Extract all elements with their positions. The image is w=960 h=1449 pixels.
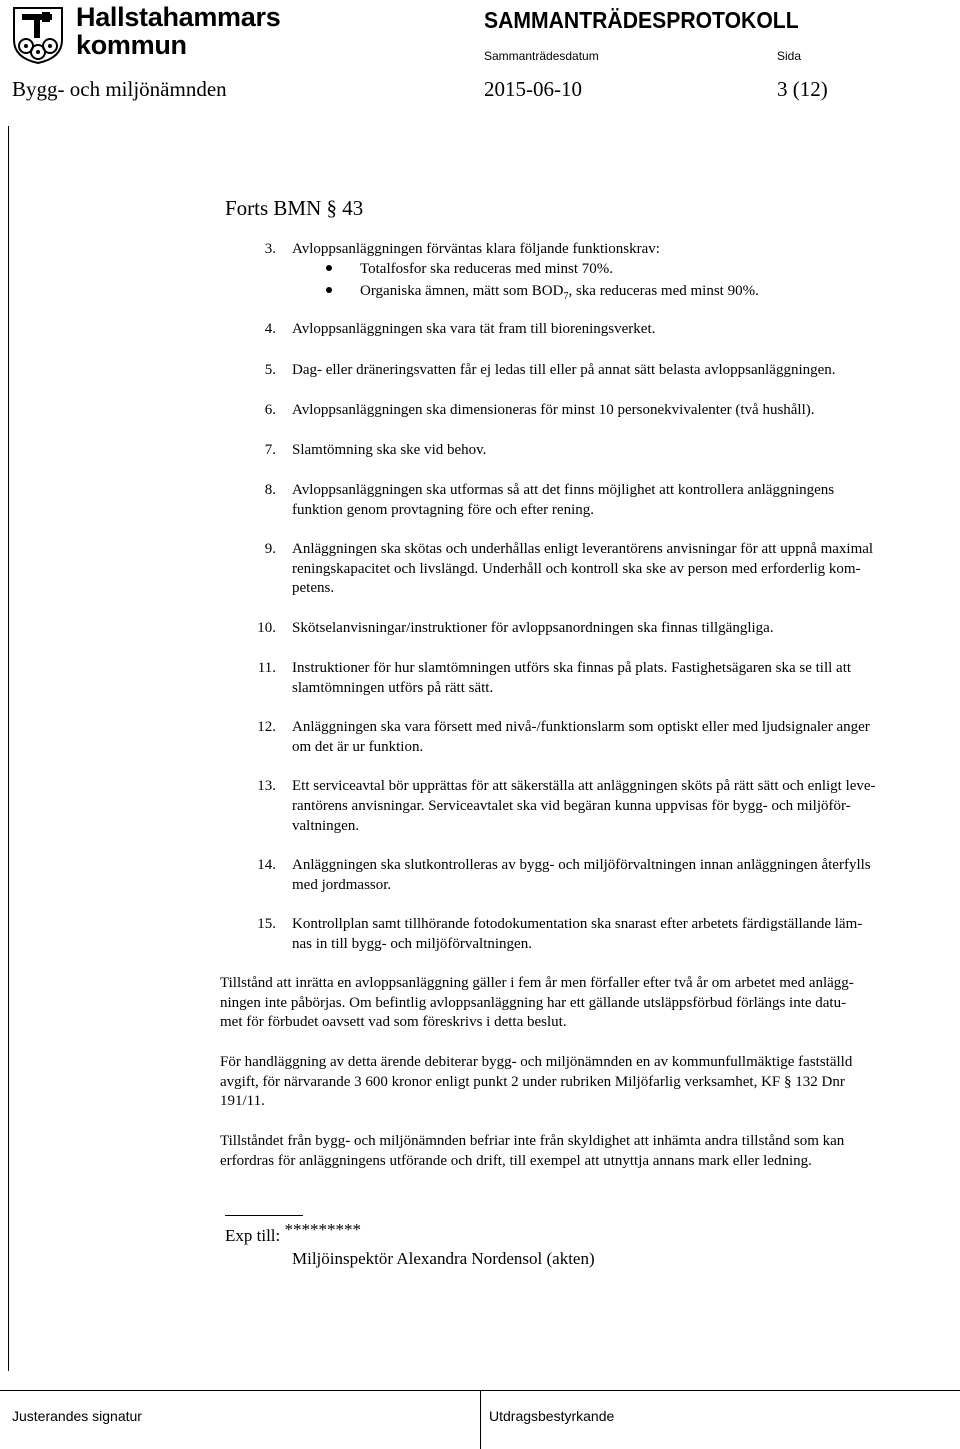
exp-divider <box>225 1215 303 1216</box>
list-item-number: 10. <box>257 620 276 636</box>
list-item-text: slamtömningen utförs på rätt sätt. <box>292 680 494 696</box>
paragraph-line: ningen inte påbörjas. Om befintlig avloppsanläggning har ett gällande utsläppsförbud förlängs inte datu- <box>220 995 847 1011</box>
list-item-number: 5. <box>264 362 276 378</box>
list-item-text: Skötselanvisningar/instruktioner för avloppsanordningen ska finnas tillgängliga. <box>292 620 774 636</box>
bullet-icon <box>324 261 334 271</box>
list-item-text: Avloppsanläggningen ska dimensioneras för minst 10 personekvivalenter (två hushåll). <box>292 402 815 418</box>
exp-line <box>225 1220 361 1247</box>
list-item-text: reningskapacitet och livslängd. Underhåll och kontroll ska ske av person med erforderlig kom- <box>292 561 861 577</box>
bullet-icon <box>324 283 334 293</box>
list-item-text: Anläggningen ska skötas och underhållas enligt leverantörens anvisningar för att uppnå maximal <box>292 541 874 557</box>
list-item-text: Avloppsanläggningen ska utformas så att det finns möjlighet att kontrollera anläggningens <box>292 482 835 498</box>
document-title: SAMMANTRÄDESPROTOKOLL <box>484 7 799 33</box>
exp-recipient: Miljöinspektör Alexandra Nordensol (akten) <box>292 1249 595 1268</box>
section-heading: Forts BMN § 43 <box>225 196 364 220</box>
list-item-text: om det är ur funktion. <box>292 739 424 755</box>
list-item-text: Dag- eller dräneringsvatten får ej ledas till eller på annat sätt belasta avloppsanläggningen. <box>292 362 836 378</box>
list-item-number: 13. <box>257 778 276 794</box>
footer-column-divider <box>480 1390 481 1449</box>
exp-stars: ********* <box>284 1220 361 1239</box>
list-item-number: 15. <box>257 916 276 932</box>
list-item-number: 4. <box>264 321 276 337</box>
org-name-line1: Hallstahammars <box>76 2 281 32</box>
list-item-text: Anläggningen ska vara försett med nivå-/funktionslarm som optiskt eller med ljudsignaler anger <box>292 719 870 735</box>
list-item-text: Avloppsanläggningen förväntas klara följande funktionskrav: <box>292 241 660 257</box>
org-name-line2: kommun <box>76 30 187 60</box>
page-number: 3 (12) <box>777 77 828 101</box>
list-item-text: funktion genom provtagning före och efter rening. <box>292 502 594 518</box>
list-item-text: Avloppsanläggningen ska vara tät fram till bioreningsverket. <box>292 321 656 337</box>
paragraph-line: För handläggning av detta ärende debiterar bygg- och miljönämnden en av kommunfullmäktige fastställd <box>220 1054 853 1070</box>
paragraph-line: met för förbudet oavsett vad som föreskrivs i detta beslut. <box>220 1014 567 1030</box>
list-item-number: 11. <box>257 660 276 676</box>
bullet-text: Organiska ämnen, mätt som $BOD_7$, ska reduceras med minst 90%. <box>360 283 759 302</box>
list-item-number: 12. <box>257 719 276 735</box>
list-item-number: 3. <box>264 241 276 257</box>
list-item-number: 6. <box>264 402 276 418</box>
page-label: Sida <box>777 49 802 63</box>
list-item-text: Ett serviceavtal bör upprättas för att säkerställa att anläggningen sköts på rätt sätt och enligt leve- <box>292 778 876 794</box>
list-item-text: Anläggningen ska slutkontrolleras av bygg- och miljöförvaltningen innan anläggningen återfylls <box>292 857 871 873</box>
list-item-text: nas in till bygg- och miljöförvaltningen. <box>292 936 532 952</box>
coat-of-arms-logo <box>12 6 64 64</box>
meeting-date: 2015-06-10 <box>484 77 582 101</box>
paragraph-line: Tillståndet från bygg- och miljönämnden befriar inte från skyldighet att inhämta andra tillstånd som kan <box>220 1133 845 1149</box>
list-item-text: petens. <box>292 580 335 596</box>
list-item-text: med jordmassor. <box>292 877 392 893</box>
paragraph-line: erfordras för anläggningens utförande och drift, till exempel att utnyttja annans mark eller ledning. <box>220 1153 812 1169</box>
committee-name: Bygg- och miljönämnden <box>12 77 227 101</box>
list-item-text: Instruktioner för hur slamtömningen utförs ska finnas på plats. Fastighetsägaren ska se till att <box>292 660 852 676</box>
paragraph-line: avgift, för närvarande 3 600 kronor enligt punkt 2 under rubriken Miljöfarlig verksamhet, KF § 132 Dnr <box>220 1074 845 1090</box>
list-item-number: 14. <box>257 857 276 873</box>
list-item-text: Kontrollplan samt tillhörande fotodokumentation ska snarast efter arbetets färdigställande läm- <box>292 916 863 932</box>
signature-label: Justerandes signatur <box>12 1408 142 1424</box>
paragraph-line: Tillstånd att inrätta en avloppsanläggning gäller i fem år men förfaller efter två år om arbetet med anlägg- <box>220 975 854 991</box>
list-item-text: rantörens anvisningar. Serviceavtalet ska vid begäran kunna uppvisas för bygg- och miljöför- <box>292 798 851 814</box>
bullet-text: Totalfosfor ska reduceras med minst 70%. <box>360 261 614 277</box>
certification-label: Utdragsbestyrkande <box>489 1408 615 1424</box>
exp-label: Exp till: <box>225 1226 281 1245</box>
left-margin-line <box>8 126 9 1371</box>
list-item-number: 8. <box>264 482 276 498</box>
list-item-text: valtningen. <box>292 818 360 834</box>
paragraph-line: 191/11. <box>220 1093 265 1109</box>
list-item-text: Slamtömning ska ske vid behov. <box>292 442 487 458</box>
list-item-number: 9. <box>264 541 276 557</box>
date-label: Sammanträdesdatum <box>484 49 599 63</box>
list-item-number: 7. <box>264 442 276 458</box>
